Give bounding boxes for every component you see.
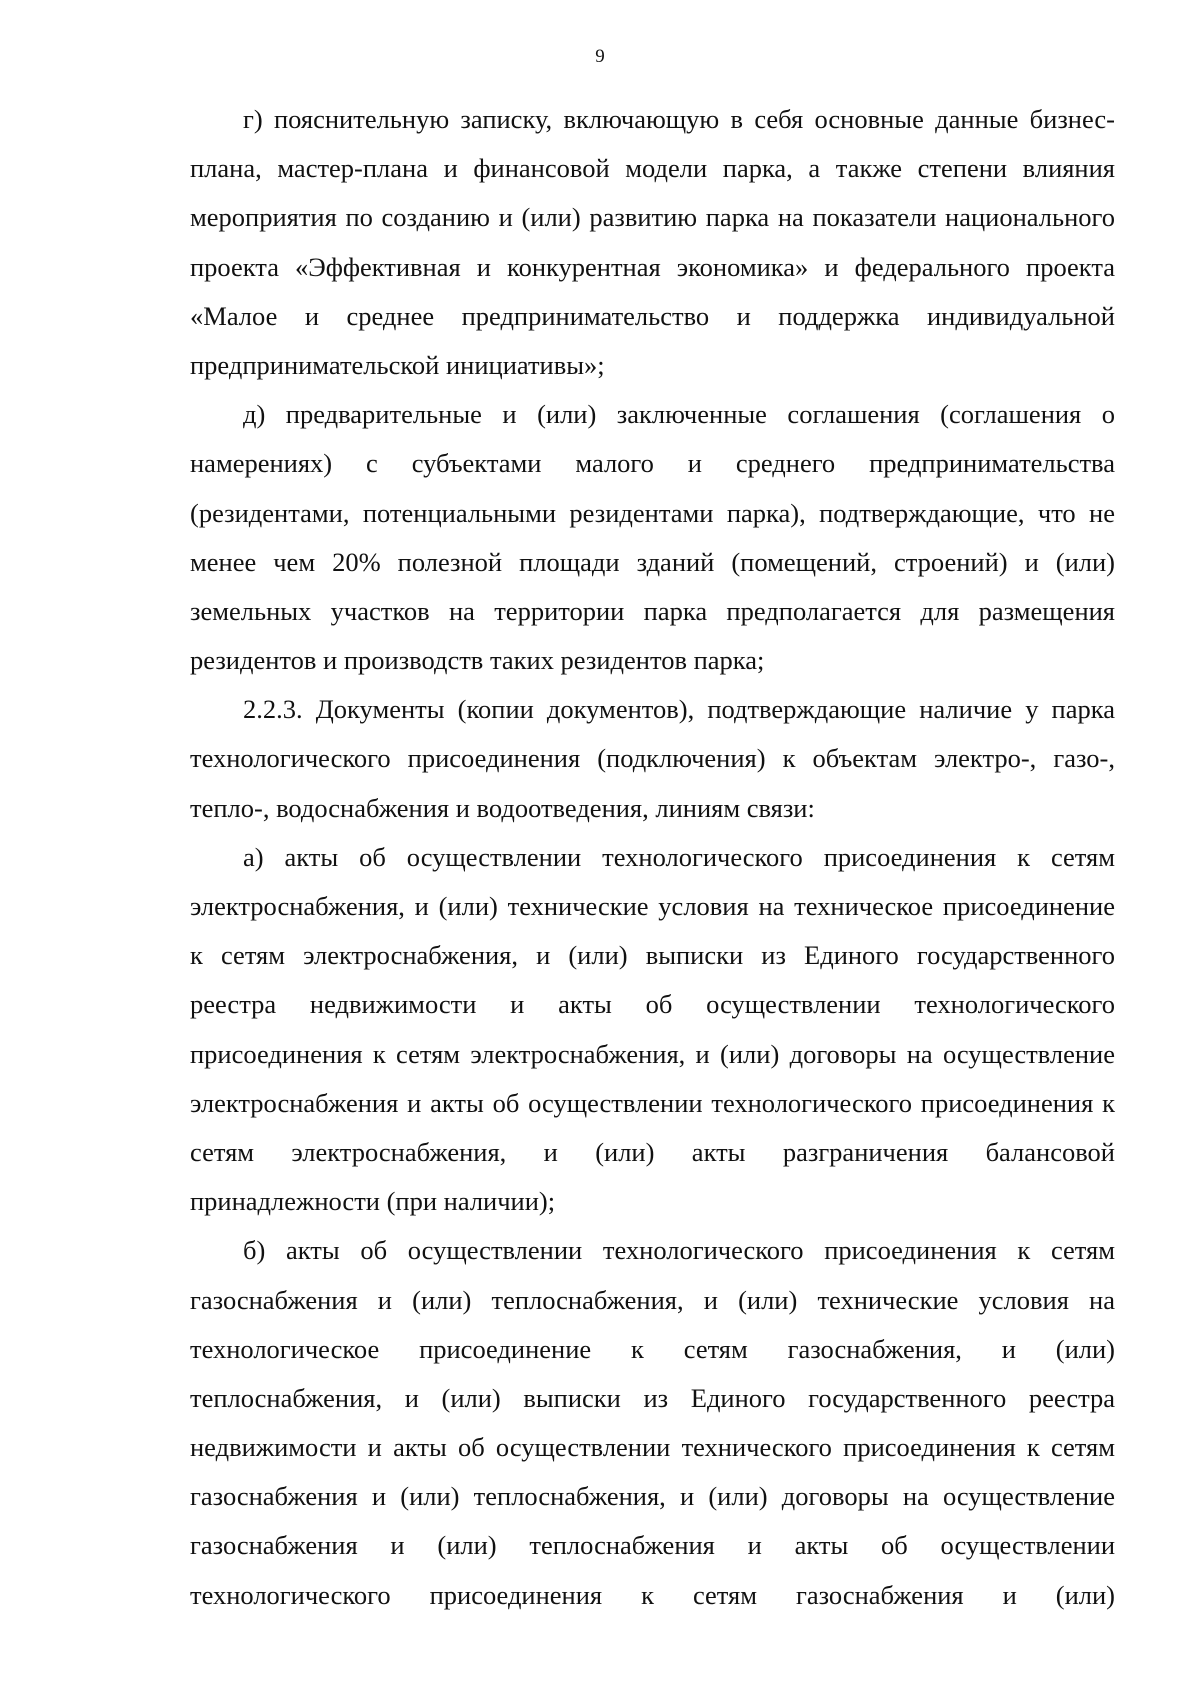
paragraph-g — [137, 95, 1115, 390]
paragraph-2-2-3 — [137, 685, 1115, 833]
text-line: принадлежности (при наличии); — [190, 1186, 556, 1217]
text-line: д) предварительные и (или) заключенные соглашения (соглашения о — [243, 399, 1115, 430]
text-line: предпринимательской инициативы»; — [190, 349, 605, 380]
document-body — [137, 95, 1115, 1620]
text-line: тепло-, водоснабжения и водоотведения, линиям связи: — [190, 792, 815, 823]
paragraph-d — [137, 390, 1115, 685]
text-line: плана, мастер-плана и финансовой модели парка, а также степени влияния — [190, 153, 1115, 184]
text-line: проекта «Эффективная и конкурентная экономика» и федерального проекта — [190, 251, 1115, 282]
paragraph-b — [137, 1226, 1115, 1620]
text-line: реестра недвижимости и акты об осуществлении технологического — [190, 989, 1115, 1020]
text-line: а) акты об осуществлении технологического присоединения к сетям — [243, 841, 1115, 872]
text-line: (резидентами, потенциальными резидентами парка), подтверждающие, что не — [190, 497, 1115, 528]
text-line: резидентов и производств таких резидентов парка; — [190, 645, 765, 676]
text-line: присоединения к сетям электроснабжения, и (или) договоры на осуществление — [190, 1038, 1115, 1069]
text-line: электроснабжения и акты об осуществлении технологического присоединения к — [190, 1087, 1115, 1118]
text-line: технологическое присоединение к сетям газоснабжения, и (или) — [190, 1333, 1115, 1364]
text-line: сетям электроснабжения, и (или) акты разграничения балансовой — [190, 1136, 1115, 1167]
text-line: мероприятия по созданию и (или) развитию парка на показатели национального — [190, 202, 1115, 233]
text-line: земельных участков на территории парка предполагается для размещения — [190, 595, 1115, 626]
text-line: электроснабжения, и (или) технические условия на техническое присоединение — [190, 891, 1115, 921]
text-line: «Малое и среднее предпринимательство и поддержка индивидуальной — [190, 300, 1115, 331]
text-line: недвижимости и акты об осуществлении технического присоединения к сетям — [190, 1432, 1115, 1463]
text-line: к сетям электроснабжения, и (или) выписки из Единого государственного — [190, 940, 1115, 971]
paragraph-a — [137, 833, 1115, 1227]
page-number: 9 — [595, 46, 605, 67]
text-line: технологического присоединения (подключения) к объектам электро-, газо-, — [190, 743, 1115, 774]
text-line: г) пояснительную записку, включающую в себя основные данные бизнес- — [243, 104, 1115, 134]
text-line: газоснабжения и (или) теплоснабжения, и (или) технические условия на — [190, 1284, 1115, 1315]
text-line: намерениях) с субъектами малого и среднего предпринимательства — [190, 448, 1115, 479]
text-line: газоснабжения и (или) теплоснабжения и акты об осуществлении — [190, 1530, 1115, 1561]
text-line: теплоснабжения, и (или) выписки из Единого государственного реестра — [190, 1382, 1115, 1413]
text-line: газоснабжения и (или) теплоснабжения, и (или) договоры на осуществление — [190, 1481, 1115, 1512]
text-line: технологического присоединения к сетям газоснабжения и (или) — [190, 1579, 1115, 1610]
text-line: 2.2.3. Документы (копии документов), подтверждающие наличие у парка — [243, 694, 1115, 725]
text-line: менее чем 20% полезной площади зданий (помещений, строений) и (или) — [190, 546, 1115, 577]
text-line: б) акты об осуществлении технологического присоединения к сетям — [243, 1235, 1115, 1266]
